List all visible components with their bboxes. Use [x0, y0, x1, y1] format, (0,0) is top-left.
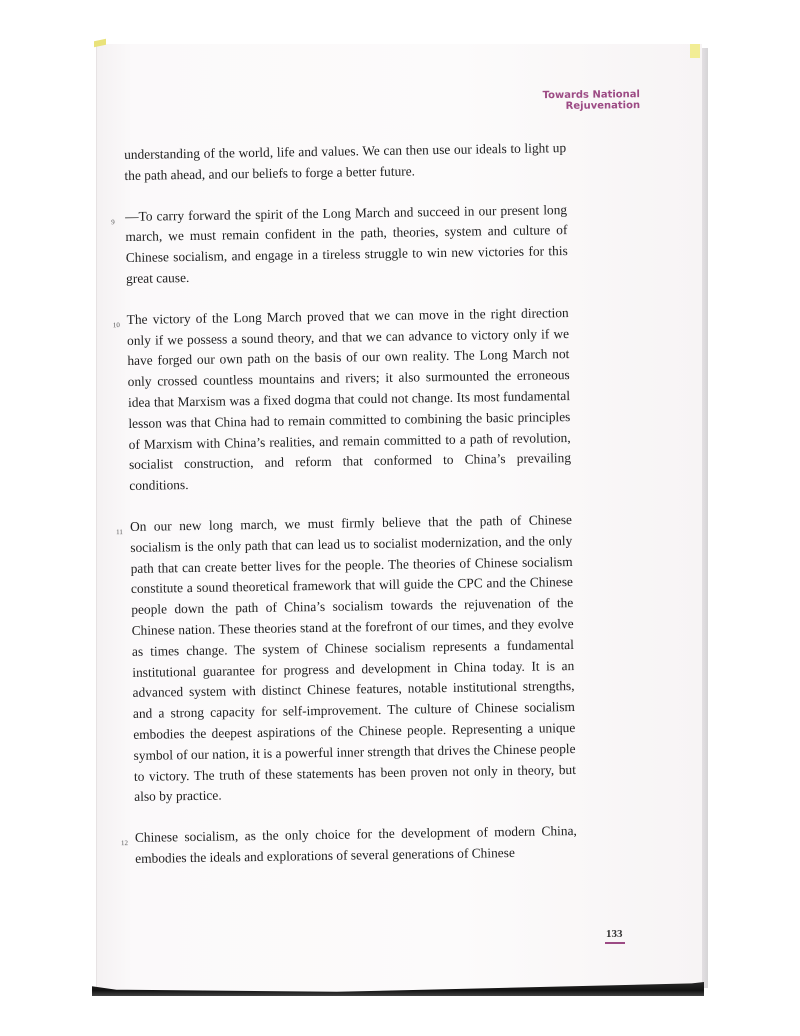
paragraph-number: 10: [112, 320, 120, 329]
paragraph-text: Chinese socialism, as the only choice for the development of modern China, embodies the ideals and explorations of several generations of Chinese: [134, 823, 577, 866]
paragraph-10: [112, 303, 572, 497]
paragraph-number: 11: [116, 528, 123, 537]
page-number-underline: [605, 942, 625, 944]
paragraph-text: On our new long march, we must firmly believe that the path of Chinese socialism is the only path that can lead us to socialist modernization, and the only path that can create better lives for the people. The theories of Chinese socialism constitute a sound theoretical framework that will guide the CPC and the Chinese people down the path of China’s socialism towards the rejuvenation of the Chinese nation. These theories stand at the forefront of our times, and they evolve as times change. The system of Chinese socialism represents a fundamental institutional guarantee for progress and development in China today. It is an advanced system with distinct Chinese features, notable institutional strengths, and a strong capacity for self-improvement. The culture of Chinese socialism embodies the deepest aspirations of the Chinese people. Representing a unique symbol of our nation, it is a powerful inner strength that drives the Chinese people to victory. The truth of these statements has been proven not only in theory, but also by practice.: [129, 511, 576, 805]
paragraph-9: [111, 200, 568, 290]
running-head: Towards National Rejuvenation: [542, 89, 641, 112]
paragraph-number: 9: [111, 217, 115, 226]
page-number: 133: [606, 928, 623, 940]
paragraph-text: The victory of the Long March proved that we can move in the right direction only if we possess a sound theory, and that we can advance to victory only if we have forged our own path on the basis of our own reality. The Long March not only crossed countless mountains and rivers; it also surmounted the erroneous idea that Marxism was a fixed dogma that could not change. Its most fundamental lesson was that China had to remain committed to combining the basic principles of Marxism with China’s realities, and remain committed to a path of revolution, socialist construction, and reform that conformed to China’s prevailing conditions.: [126, 304, 572, 494]
paragraph-number: 12: [120, 839, 129, 848]
body-text: [111, 138, 578, 890]
page-corner-tint: [690, 44, 700, 58]
paragraph-11: [116, 510, 577, 808]
paragraph-12: [120, 821, 578, 870]
paragraph-continued: [124, 138, 567, 187]
paragraph-text: understanding of the world, life and values. We can then use our ideals to light up the path ahead, and our beliefs to forge a better future.: [124, 140, 567, 183]
paragraph-text: —To carry forward the spirit of the Long March and succeed in our present long march, we must remain confident in the path, theories, system and culture of Chinese socialism, and engage in a tireless struggle to win new victories for this great cause.: [124, 201, 568, 286]
